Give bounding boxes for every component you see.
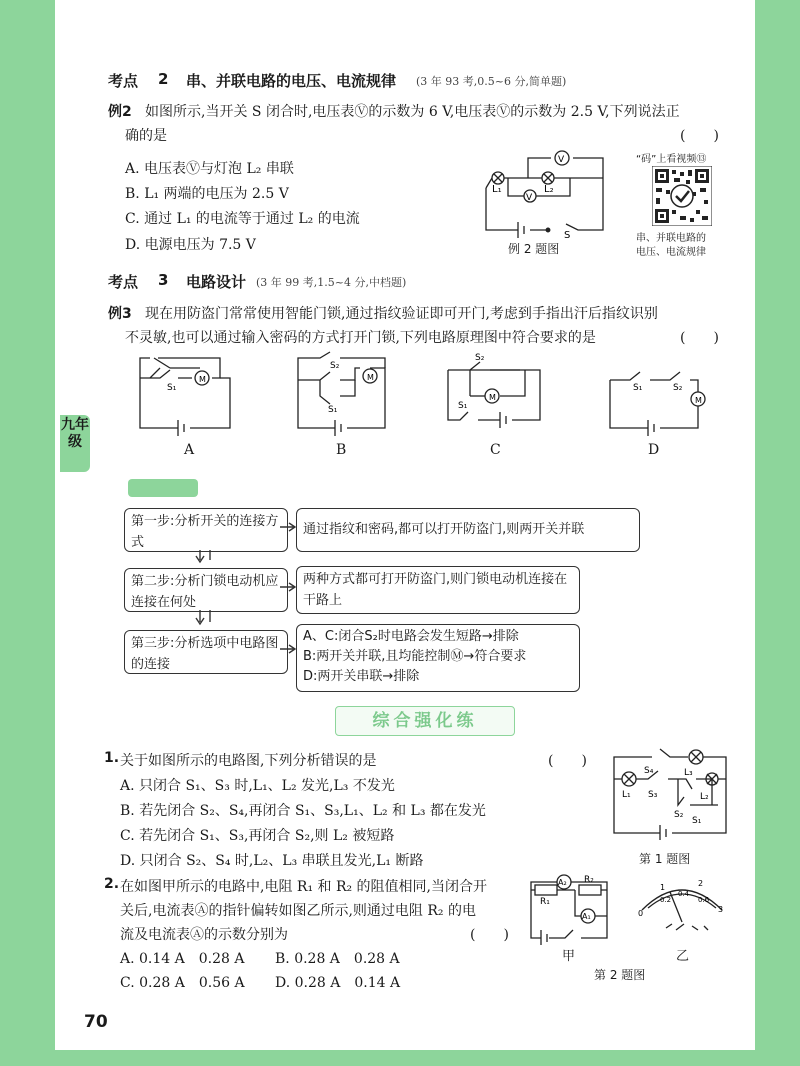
ex3-answer-paren: ( ) (680, 330, 719, 346)
step3-box: 第三步:分析选项中电路图的连接 (124, 630, 288, 674)
q2-option-b: B. 0.28 A 0.28 A (275, 951, 400, 967)
qr-code[interactable] (652, 166, 712, 226)
q1-l2-label: L₂ (700, 792, 709, 802)
q1-s3-label: S₃ (648, 790, 658, 800)
q2-tick-06: 0.6 (698, 896, 710, 904)
q1-caption: 第 1 题图 (639, 852, 691, 866)
q2-caption: 第 2 题图 (594, 968, 646, 982)
q2-option-c: C. 0.28 A 0.56 A (120, 975, 245, 991)
ex2-answer-paren: ( ) (680, 128, 719, 144)
kaodian2-title: 串、并联电路的电压、电流规律 (186, 72, 397, 90)
step3-line-b: B:两开关并联,且均能控制Ⓜ→符合要求 (303, 649, 527, 664)
step1-box: 第一步:分析开关的连接方式 (124, 508, 288, 552)
q2-a2-label: A₂ (558, 878, 567, 887)
ex3-c-motor-label: M (489, 393, 496, 402)
q2-r2-label: R₂ (584, 875, 594, 885)
q2-stem-line3: 流及电流表Ⓐ的示数分别为 (120, 927, 288, 943)
q1-answer-paren: ( ) (548, 753, 587, 769)
ex2-option-b: B. L₁ 两端的电压为 2.5 V (125, 186, 289, 202)
ex3-choice-c: C (490, 442, 501, 458)
q2-tick-02: 0.2 (660, 896, 672, 904)
q1-s1-label: S₁ (692, 816, 702, 826)
ex2-option-c: C. 通过 L₁ 的电流等于通过 L₂ 的电流 (125, 211, 360, 227)
q2-label-jia: 甲 (562, 949, 576, 964)
ex3-a-motor-label: M (199, 375, 206, 384)
ex3-choice-d: D (648, 442, 660, 458)
kaodian2-label: 考点 (108, 72, 139, 90)
q1-option-a: A. 只闭合 S₁、S₃ 时,L₁、L₂ 发光,L₃ 不发光 (120, 778, 395, 794)
ex3-a-s1-label: S₁ (167, 383, 177, 393)
ex3-d-motor-label: M (695, 396, 702, 405)
ex3-b-s2-label: S₂ (330, 361, 340, 371)
kaodian3-meta: (3 年 99 考,1.5~4 分,中档题) (256, 276, 407, 289)
q2-answer-paren: ( ) (470, 927, 509, 943)
q1-option-d: D. 只闭合 S₂、S₄ 时,L₂、L₃ 串联且发光,L₁ 断路 (120, 853, 424, 869)
ex2-voltmeter1-label: V (558, 155, 565, 165)
step2-box: 第二步:分析门锁电动机应连接在何处 (124, 568, 288, 612)
analysis-tag (128, 479, 198, 497)
ex3-b-motor-label: M (367, 373, 374, 382)
step2-result: 两种方式都可打开防盗门,则门锁电动机连接在干路上 (296, 566, 580, 614)
page-number: 70 (84, 1012, 108, 1032)
q1-circuit-diagram (608, 745, 733, 840)
ex2-switch-label: S (564, 230, 571, 238)
q1-l3-label: L₃ (684, 768, 693, 778)
grade-tab: 九年级 (60, 415, 90, 472)
step3-result (296, 624, 580, 692)
q2-tick-0: 0 (638, 909, 644, 918)
ex3-c-s1-label: S₁ (458, 401, 468, 411)
ex3-c-s2-label: S₂ (475, 353, 485, 363)
ex2-stem-line2: 确的是 (125, 128, 167, 144)
ex3-d-s1-label: S₁ (633, 383, 643, 393)
flow-arrows (190, 500, 300, 700)
q2-tick-04: 0.4 (678, 890, 690, 898)
q1-stem: 关于如图所示的电路图,下列分析错误的是 (120, 753, 377, 769)
q1-option-b: B. 若先闭合 S₂、S₄,再闭合 S₁、S₃,L₁、L₂ 和 L₃ 都在发光 (120, 803, 486, 819)
q2-circuit-jia (525, 870, 615, 945)
ex2-option-d: D. 电源电压为 7.5 V (125, 237, 256, 253)
step3-line-ac: A、C:闭合S₂时电路会发生短路→排除 (303, 629, 519, 644)
ex3-choice-a: A (184, 442, 195, 458)
section-title: 综合强化练 (335, 706, 515, 736)
ex3-b-s1-label: S₁ (328, 405, 338, 415)
ex2-caption: 例 2 题图 (508, 242, 560, 256)
q2-label-yi: 乙 (676, 949, 690, 964)
q2-tick-3: 3 (718, 905, 724, 914)
kaodian3-label: 考点 (108, 273, 139, 291)
ex3-label: 例3 (108, 306, 132, 322)
q2-stem-line2: 关后,电流表Ⓐ的指针偏转如图乙所示,则通过电阻 R₂ 的电 (120, 903, 476, 919)
q2-tick-1: 1 (660, 883, 666, 892)
q1-s2-label: S₂ (674, 810, 684, 820)
ex3-choice-b: B (336, 442, 347, 458)
q1-num: 1. (104, 750, 120, 766)
q1-l1-label: L₁ (622, 790, 631, 800)
qr-title: “码”上看视频⑬ (636, 154, 707, 165)
kaodian3-num: 3 (158, 271, 169, 289)
q2-tick-2: 2 (698, 879, 704, 888)
kaodian3-title: 电路设计 (186, 273, 247, 291)
ex2-l2-label: L₂ (544, 184, 554, 195)
kaodian2-num: 2 (158, 70, 169, 88)
ex3-stem-line1: 现在用防盗门常常使用智能门锁,通过指纹验证即可开门,考虑到手指出汗后指纹识别 (145, 306, 658, 322)
ex3-stem-line2: 不灵敏,也可以通过输入密码的方式打开门锁,下列电路原理图中符合要求的是 (125, 330, 596, 346)
ex2-voltmeter2-label: V (526, 193, 533, 203)
qr-caption-line1: 串、并联电路的 (636, 233, 706, 244)
ex3-circuits (130, 350, 730, 438)
q1-s4-label: S₄ (644, 766, 654, 776)
ex2-label: 例2 (108, 104, 132, 120)
q2-option-a: A. 0.14 A 0.28 A (120, 951, 245, 967)
qr-caption-line2: 电压、电流规律 (636, 247, 706, 258)
q2-ammeter-yi (632, 872, 732, 944)
q1-option-c: C. 若先闭合 S₁、S₃,再闭合 S₂,则 L₂ 被短路 (120, 828, 395, 844)
ex3-d-s2-label: S₂ (673, 383, 683, 393)
q2-a1-label: A₁ (582, 912, 591, 921)
q2-num: 2. (104, 876, 120, 892)
q2-stem-line1: 在如图甲所示的电路中,电阻 R₁ 和 R₂ 的阻值相同,当闭合开 (120, 879, 488, 895)
ex2-option-a: A. 电压表Ⓥ与灯泡 L₂ 串联 (125, 161, 294, 177)
step1-result: 通过指纹和密码,都可以打开防盗门,则两开关并联 (296, 508, 640, 552)
q2-r1-label: R₁ (540, 897, 550, 907)
kaodian2-meta: (3 年 93 考,0.5~6 分,简单题) (416, 75, 567, 88)
step3-line-d: D:两开关串联→排除 (303, 669, 420, 684)
ex2-circuit-diagram (478, 148, 613, 238)
q2-option-d: D. 0.28 A 0.14 A (275, 975, 401, 991)
ex2-l1-label: L₁ (492, 184, 502, 195)
ex2-stem-line1: 如图所示,当开关 S 闭合时,电压表Ⓥ的示数为 6 V,电压表Ⓥ的示数为 2.5 V,下列说法正 (145, 104, 680, 120)
